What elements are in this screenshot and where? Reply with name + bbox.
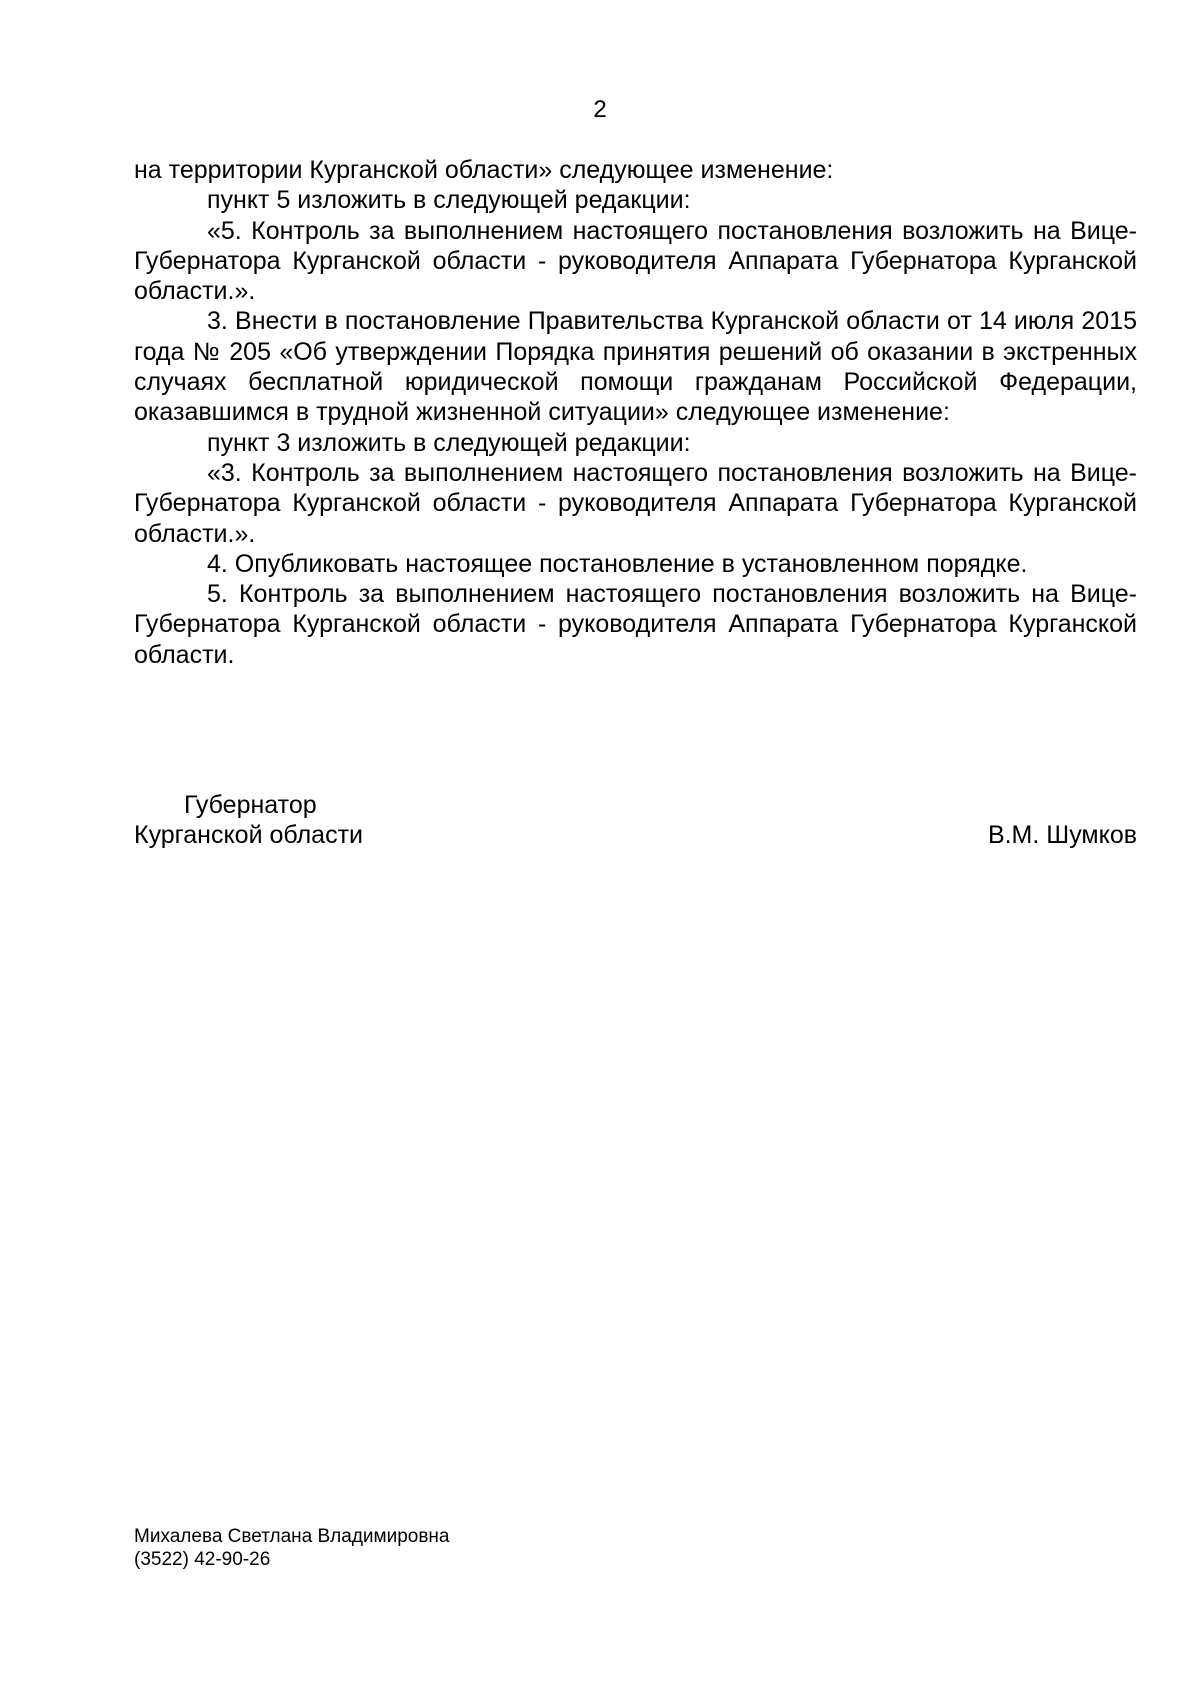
paragraph-item-3-text: «3. Контроль за выполнением настоящего постановления возложить на Вице-Губернатора Курганской области - руководителя Аппарата Губернатора Курганской области.». — [134, 458, 1137, 548]
paragraph-item-5-intro: пункт 5 изложить в следующей редакции: — [207, 186, 691, 215]
signature-title-line1: Губернатор — [184, 791, 317, 819]
paragraph-item-5-text: «5. Контроль за выполнением настоящего постановления возложить на Вице-Губернатора Курганской области - руководителя Аппарата Губернатора Курганской области.». — [134, 216, 1137, 306]
executor-phone: (3522) 42-90-26 — [134, 1549, 271, 1570]
paragraph-section-4: 4. Опубликовать настоящее постановление в установленном порядке. — [207, 549, 1028, 578]
paragraph-section-5: 5. Контроль за выполнением настоящего постановления возложить на Вице-Губернатора Курганской области - руководителя Аппарата Губернатора Курганской области. — [134, 580, 1137, 669]
page-number: 2 — [593, 96, 607, 123]
paragraph-section-3: 3. Внести в постановление Правительства Курганской области от 14 июля 2015 года № 205 «Об утверждении Порядка принятия решений об оказании в экстренных случаях бесплатной юридической помощи гражданам Российской Федерации, оказавшимся в трудной жизненной ситуации» следующее изменение: — [134, 307, 1137, 427]
paragraph-continuation: на территории Курганской области» следующее изменение: — [134, 156, 834, 184]
executor-name: Михалева Светлана Владимировна — [134, 1526, 450, 1547]
signature-title-line2: Курганской области — [134, 821, 364, 849]
document-body — [134, 155, 1137, 670]
executor-block — [134, 1525, 449, 1571]
signature-name: В.М. Шумков — [987, 821, 1137, 849]
paragraph-item-3-intro: пункт 3 изложить в следующей редакции: — [207, 428, 691, 457]
